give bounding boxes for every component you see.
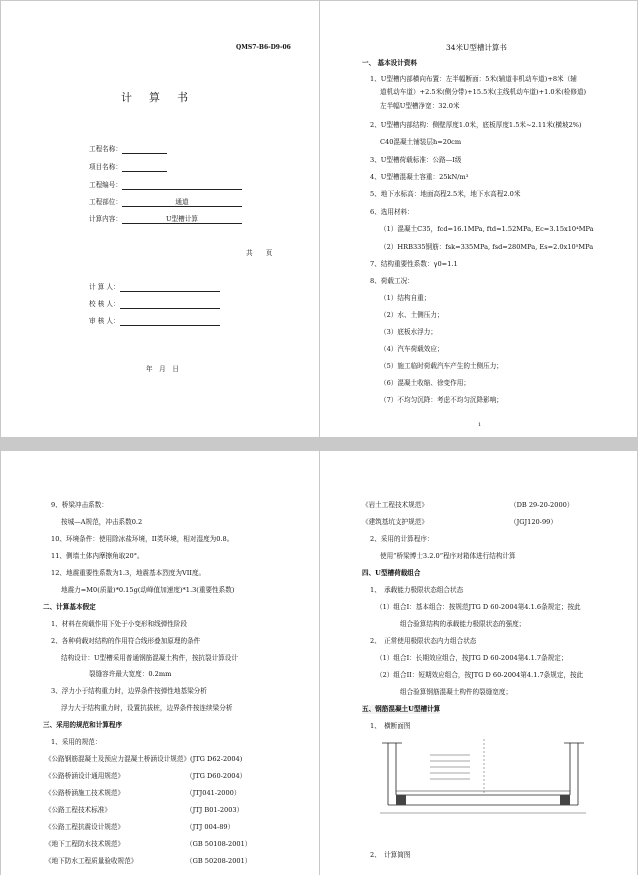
text-line: 1、 横断面图	[370, 722, 411, 730]
field-value-content: U型槽计算	[122, 215, 242, 224]
text-line: 3、U型槽荷载标准：公路—I级	[370, 156, 462, 164]
text-line: 按城—A规范，冲击系数0.2	[61, 518, 143, 526]
code-number: （JTJ 004-89）	[186, 823, 235, 831]
text-line: 1、材料在荷载作用下处于小变形和线弹性阶段	[51, 620, 188, 628]
sign-reviewer: 审 核 人：	[89, 317, 220, 326]
document-code: QMS7-B6-D9-06	[236, 44, 291, 51]
field-line	[122, 145, 167, 154]
text-line: 9、桥梁冲击系数：	[51, 501, 108, 509]
code-number: （JTJ041-2000）	[186, 789, 241, 797]
code-row: 《公路工程技术标准》	[45, 806, 111, 814]
text-line: （1）组合I：长期效应组合，按JTG D 60-2004第4.1.7条规定；	[376, 654, 568, 662]
code-number: （JGJ120-99）	[510, 518, 557, 526]
cover-title: 计 算 书	[121, 91, 191, 104]
code-number: （JTG D60-2004）	[186, 772, 247, 780]
text-line: （2）组合II：短期效应组合，按JTG D 60-2004第4.1.7条规定，按此	[376, 671, 584, 679]
text-line: 7、结构重要性系数：γ0=1.1	[370, 260, 458, 268]
text-line: 5、地下水标高：地面高程2.5米，地下水高程2.0米	[370, 190, 521, 198]
code-row: 《公路桥涵设计通用规范》	[45, 772, 125, 780]
page-title: 34米U型槽计算书	[446, 43, 507, 52]
section-heading: 二、计算基本假定	[43, 603, 96, 611]
code-row: 《建筑基坑支护规范》	[362, 518, 428, 526]
text-line: 使用“桥梁博士3.2.0”程序对箱体进行结构计算	[380, 552, 516, 560]
text-line: （2）水、土侧压力；	[380, 311, 444, 319]
code-row: 《岩土工程技术规范》	[362, 501, 428, 509]
code-row: 《地下工程防水技术规范》	[45, 840, 125, 848]
section-heading: 四、U型槽荷载组合	[362, 569, 421, 577]
left-haunch	[396, 795, 406, 805]
field-value-part: 通道	[122, 198, 242, 207]
text-line: （5）施工临时荷载汽车产生的土侧压力；	[380, 362, 503, 370]
section-heading: 三、采用的规范和计算程序	[43, 721, 123, 729]
text-line: （3）底板水浮力；	[380, 328, 437, 336]
sign-line	[120, 317, 220, 326]
right-haunch	[560, 795, 570, 805]
field-item-name: 项目名称：	[89, 163, 167, 172]
total-pages-label: 共 页	[246, 249, 273, 257]
section-heading: 五、钢筋混凝土U型槽计算	[362, 705, 441, 713]
date-label: 年 月 日	[146, 365, 179, 373]
field-part: 工程部位： 通道	[89, 198, 242, 207]
field-content: 计算内容： U型槽计算	[89, 215, 242, 224]
code-number: （GB 50208-2001）	[186, 857, 252, 865]
text-line: 2、 计算简图	[370, 851, 411, 859]
assumptions-page	[1, 451, 319, 875]
text-line: 结构设计：U型槽采用普通钢筋混凝土构件，按抗裂计算设计	[61, 654, 238, 662]
field-project-name: 工程名称：	[89, 145, 167, 154]
code-row: 《公路工程抗震设计规范》	[45, 823, 125, 831]
sign-line	[120, 283, 220, 292]
text-line: 组合验算钢筋混凝土构件的裂缝宽度；	[400, 688, 513, 696]
text-line: 2、各种荷载对结构的作用符合线形叠加原理的条件	[51, 637, 201, 645]
text-line: 1、 承载能力极限状态组合状态	[370, 586, 464, 594]
text-line: 裂缝容许最大宽度：0.2mm	[89, 670, 172, 678]
text-line: （1）混凝土C35，fcd=16.1MPa, ftd=1.52MPa, Ec=3.15x10⁴MPa	[380, 225, 594, 233]
design-data-page	[320, 1, 637, 437]
sign-line	[120, 300, 220, 309]
text-line: 左半幅U型槽净宽：32.0米	[380, 102, 460, 110]
text-line: （2）HRB335钢筋：fsk=335MPa, fsd=280MPa, Es=2.0x10⁵MPa	[380, 243, 594, 251]
text-line: 2、U型槽内部结构：侧壁厚度1.0米，底板厚度1.5米~2.11米(横坡2%)	[370, 121, 582, 129]
code-number: （JTJ B01-2003）	[186, 806, 244, 814]
text-line: 2、采用的计算程序：	[370, 535, 434, 543]
text-line: 2、 正常使用极限状态内力组合状态	[370, 637, 477, 645]
text-line: 4、U型槽混凝土容重：25kN/m³	[370, 173, 469, 181]
text-line: 组合验算结构的承载能力极限状态的强度；	[400, 620, 526, 628]
text-line: C40混凝土铺装层h=20cm	[380, 138, 462, 146]
text-line: 6、选用材料：	[370, 208, 414, 216]
code-number: （GB 50108-2001）	[186, 840, 252, 848]
sign-calculator: 计 算 人：	[89, 283, 220, 292]
field-line	[122, 163, 167, 172]
text-line: 8、荷载工况：	[370, 277, 414, 285]
code-row: 《公路桥涵施工技术规范》	[45, 789, 125, 797]
text-line: 1、采用的规范：	[51, 738, 102, 746]
text-line: （4）汽车荷载效应；	[380, 345, 444, 353]
text-line: （6）混凝土收缩、徐变作用；	[380, 379, 470, 387]
text-line: 11、侧墙土体内摩擦角取20°。	[51, 552, 144, 560]
load-combination-page	[320, 451, 637, 875]
text-line: （7）不均匀沉降：考虑不均匀沉降影响；	[380, 396, 503, 404]
text-line: （1）组合I：基本组合：按规范JTG D 60-2004第4.1.6条规定；按此	[376, 603, 581, 611]
text-line: 12、地震重要性系数为1.3，地震基本烈度为VII度。	[51, 569, 206, 577]
text-line: （1）结构自重；	[380, 294, 431, 302]
sign-checker: 校 核 人：	[89, 300, 220, 309]
text-line: 浮力大于结构重力时，设置抗拔桩，边界条件按连续梁分析	[61, 704, 233, 712]
code-number: （DB 29-20-2000）	[510, 501, 574, 509]
field-line	[122, 181, 242, 190]
text-line: 地震力=M0(质量)*0.15g(动峰值加速度)*1.3(重要性系数)	[61, 586, 235, 594]
code-row: 《地下防水工程质量验收规范》	[45, 857, 138, 865]
page-number: 1	[478, 422, 482, 428]
section-heading: 一、 基本设计资料	[362, 59, 418, 67]
text-line: 道机动车道）+2.5米(侧分带)+15.5米(主线机动车道)+1.0米(检修道)	[380, 88, 587, 96]
code-row: 《公路钢筋混凝土及预应力混凝土桥涵设计规范》(JTG D62-2004)	[45, 755, 243, 763]
text-line: 10、环境条件：使用除冰盐环境，II类环境，相对湿度为0.8。	[51, 535, 234, 543]
cover-page	[1, 1, 319, 437]
text-line: 3、浮力小于结构重力时，边界条件按弹性地基梁分析	[51, 687, 207, 695]
cross-section-drawing	[380, 735, 595, 825]
text-line: 1、U型槽内部横向布置：左半幅断面：5米(辅道非机动车道)+8米（辅	[370, 75, 577, 83]
field-project-number: 工程编号：	[89, 181, 242, 190]
